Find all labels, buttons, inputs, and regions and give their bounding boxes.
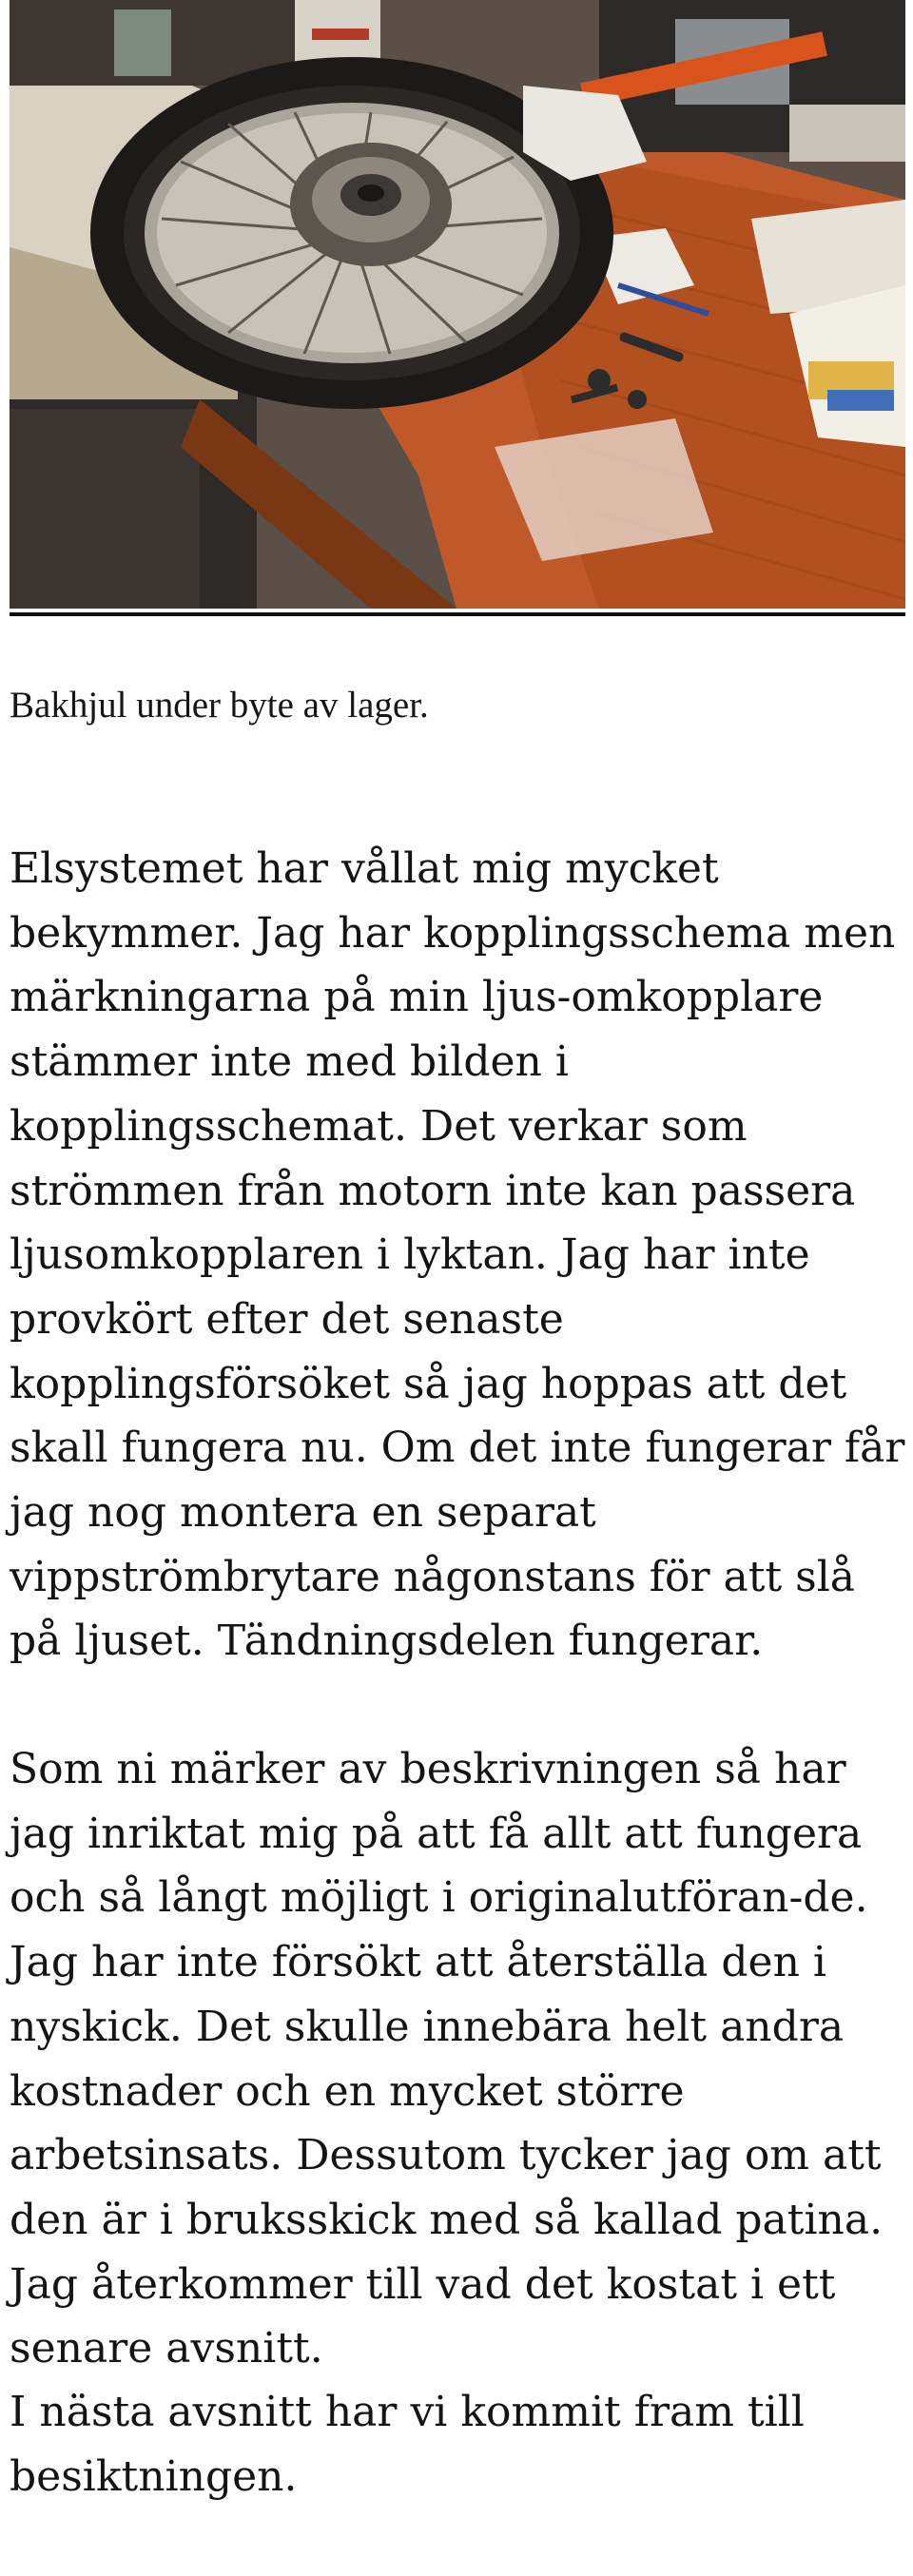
photo-caption: Bakhjul under byte av lager. [10, 685, 429, 726]
paragraph-electrical-system: Elsystemet har vållat mig mycket bekymmer. Jag har kopplingsschema men märkningarna på min ljus-omkopplare stämmer inte med bilden i kopplingsschemat. Det verkar som strömmen från motorn inte kan passera ljusomkopplaren i lyktan. Jag har inte provkört efter det senaste kopplingsförsöket så jag hoppas att det skall fungera nu. Om det inte fungerar får jag nog montera en separat vippströmbrytare någonstans för att slå på ljuset. Tändningsdelen fungerar. [10, 844, 905, 1666]
rear-wheel-photo [10, 0, 905, 609]
paragraph-next-episode: I nästa avsnitt har vi kommit fram till besiktningen. [10, 2388, 805, 2501]
paragraph-original-condition: Som ni märker av beskrivningen så har jag inriktat mig på att få allt att fungera och så långt möjligt i originalutföran-de. Jag har inte försökt att återställa den i nyskick. Det skulle innebära helt andra kostnader och en mycket större arbetsinsats. Dessutom tycker jag om att den är i bruksskick med så kallad patina. Jag återkommer till vad det kostat i ett senare avsnitt. [10, 1745, 884, 2373]
article-photo [10, 0, 905, 609]
caption-divider [10, 612, 905, 616]
